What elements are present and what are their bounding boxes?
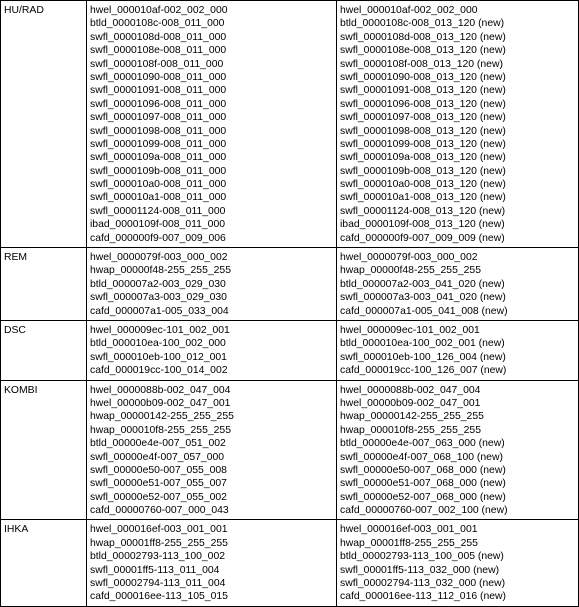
- old-version-entry: hwap_00001ff8-255_255_255: [90, 537, 228, 549]
- new-version-entry: cafd_000000f9-007_009_009 (new): [340, 232, 505, 244]
- old-version-entry: swfl_00001099-008_011_000: [90, 138, 227, 150]
- new-version-entry: swfl_000007a3-003_041_020 (new): [340, 292, 506, 304]
- new-version-entry: swfl_0000108f-008_013_120 (new): [340, 58, 503, 70]
- module-label-cell: [1, 320, 87, 380]
- new-version-entry: hwel_0000079f-003_000_002: [340, 252, 478, 264]
- old-version-entry: hwap_00000142-255_255_255: [90, 411, 234, 423]
- module-label: KOMBI: [4, 384, 38, 396]
- old-version-entry: hwel_00000b09-002_047_001: [90, 397, 231, 409]
- old-version-entry: hwap_00000f48-255_255_255: [90, 265, 231, 277]
- new-version-entry: hwap_00000142-255_255_255: [340, 411, 484, 423]
- old-version-entry: hwel_0000088b-002_047_004: [90, 384, 231, 396]
- table-body: [1, 1, 579, 607]
- module-label: DSC: [4, 324, 26, 336]
- module-label: IHKA: [4, 524, 29, 536]
- old-version-entry: hwel_000010af-002_002_000: [90, 5, 228, 16]
- old-version-entry: cafd_000000f9-007_009_006: [90, 232, 226, 244]
- new-version-entry: swfl_00001097-008_013_120 (new): [340, 112, 506, 124]
- old-version-cell: [87, 320, 337, 380]
- new-version-entry: hwel_00000b09-002_047_001: [340, 397, 481, 409]
- old-version-entry: swfl_00000e50-007_055_008: [90, 464, 227, 476]
- old-version-entry: hwel_0000079f-003_000_002: [90, 252, 228, 264]
- old-version-entry: swfl_000010eb-100_012_001: [90, 351, 227, 363]
- new-version-cell: [337, 1, 579, 248]
- new-version-entry: swfl_00001124-008_013_120 (new): [340, 205, 506, 217]
- new-version-entry: hwap_00001ff8-255_255_255: [340, 537, 478, 549]
- new-version-entry: swfl_00001091-008_013_120 (new): [340, 85, 506, 97]
- old-version-entry: swfl_0000108f-008_011_000: [90, 58, 224, 70]
- new-version-entry: cafd_000007a1-005_041_008 (new): [340, 305, 508, 317]
- new-version-entry: hwel_000009ec-101_002_001: [340, 324, 480, 336]
- table-row: [1, 248, 579, 321]
- new-version-entry: swfl_0000109b-008_013_120 (new): [340, 165, 506, 177]
- old-version-entry: btld_000007a2-003_029_030: [90, 278, 226, 290]
- new-version-cell: [337, 248, 579, 321]
- old-version-entry: swfl_00001090-008_011_000: [90, 71, 227, 83]
- table-row: [1, 520, 579, 606]
- new-version-entry: btld_00002793-113_100_005 (new): [340, 551, 504, 563]
- new-version-entry: swfl_00001096-008_013_120 (new): [340, 98, 506, 110]
- old-version-entry: swfl_00001091-008_011_000: [90, 85, 227, 97]
- module-label-cell: [1, 380, 87, 520]
- new-version-entry: swfl_00000e4f-007_068_100 (new): [340, 451, 503, 463]
- new-version-entry: swfl_00001090-008_013_120 (new): [340, 71, 506, 83]
- old-version-entry: swfl_000007a3-003_029_030: [90, 292, 227, 304]
- old-version-entry: btld_000010ea-100_002_000: [90, 338, 226, 350]
- module-label-cell: [1, 1, 87, 248]
- old-version-entry: swfl_0000109a-008_011_000: [90, 152, 227, 164]
- new-version-cell: [337, 320, 579, 380]
- new-version-entry: hwap_00000f48-255_255_255: [340, 265, 481, 277]
- new-version-entry: swfl_00000e52-007_068_000 (new): [340, 491, 506, 503]
- new-version-entry: swfl_000010eb-100_126_004 (new): [340, 351, 506, 363]
- old-version-cell: [87, 380, 337, 520]
- old-version-entry: ibad_0000109f-008_011_000: [90, 219, 226, 231]
- new-version-entry: swfl_00001099-008_013_120 (new): [340, 138, 506, 150]
- new-version-entry: swfl_00001ff5-113_032_000 (new): [340, 564, 500, 576]
- old-version-entry: swfl_0000108e-008_011_000: [90, 45, 227, 57]
- new-version-entry: swfl_0000109a-008_013_120 (new): [340, 152, 506, 164]
- old-version-entry: swfl_00000e4f-007_057_000: [90, 451, 225, 463]
- new-version-entry: hwap_000010f8-255_255_255: [340, 424, 481, 436]
- new-version-entry: swfl_00000e51-007_068_000 (new): [340, 478, 506, 490]
- old-version-entry: btld_00002793-113_100_002: [90, 551, 226, 563]
- new-version-entry: ibad_0000109f-008_013_120 (new): [340, 219, 505, 231]
- new-version-entry: swfl_00001098-008_013_120 (new): [340, 125, 506, 137]
- old-version-entry: cafd_00000760-007_000_043: [90, 505, 229, 517]
- new-version-entry: btld_0000108c-008_013_120 (new): [340, 18, 505, 30]
- new-version-entry: swfl_00002794-113_032_000 (new): [340, 578, 506, 590]
- new-version-entry: hwel_000010af-002_002_000: [340, 5, 478, 16]
- old-version-entry: btld_0000108c-008_011_000: [90, 18, 225, 30]
- old-version-cell: [87, 248, 337, 321]
- module-label-cell: [1, 520, 87, 606]
- old-version-entry: swfl_00001096-008_011_000: [90, 98, 227, 110]
- table-row: [1, 380, 579, 520]
- module-label: REM: [4, 252, 28, 264]
- old-version-entry: swfl_00001124-008_011_000: [90, 205, 226, 217]
- module-label-cell: [1, 248, 87, 321]
- new-version-entry: btld_00000e4e-007_063_000 (new): [340, 438, 505, 450]
- old-version-entry: cafd_000016ee-113_105_015: [90, 591, 228, 603]
- old-version-cell: [87, 520, 337, 606]
- old-version-entry: cafd_000019cc-100_014_002: [90, 365, 228, 377]
- new-version-entry: cafd_000016ee-113_112_016 (new): [340, 591, 507, 603]
- new-version-entry: swfl_00000e50-007_068_000 (new): [340, 464, 506, 476]
- table-row: [1, 320, 579, 380]
- new-version-entry: cafd_000019cc-100_126_007 (new): [340, 365, 507, 377]
- new-version-cell: [337, 520, 579, 606]
- old-version-entry: cafd_000007a1-005_033_004: [90, 305, 229, 317]
- new-version-entry: swfl_000010a0-008_013_120 (new): [340, 179, 506, 191]
- old-version-entry: swfl_000010a1-008_011_000: [90, 192, 227, 204]
- old-version-entry: hwap_000010f8-255_255_255: [90, 424, 231, 436]
- new-version-entry: swfl_0000108e-008_013_120 (new): [340, 45, 506, 57]
- new-version-cell: [337, 380, 579, 520]
- new-version-entry: cafd_00000760-007_002_100 (new): [340, 505, 508, 517]
- new-version-entry: btld_000010ea-100_002_001 (new): [340, 338, 505, 350]
- new-version-entry: swfl_000010a1-008_013_120 (new): [340, 192, 506, 204]
- old-version-entry: swfl_00002794-113_011_004: [90, 578, 226, 590]
- table-row: [1, 1, 579, 248]
- old-version-cell: [87, 1, 337, 248]
- old-version-entry: swfl_00000e51-007_055_007: [90, 478, 227, 490]
- old-version-entry: swfl_0000108d-008_011_000: [90, 31, 227, 43]
- old-version-entry: swfl_000010a0-008_011_000: [90, 179, 227, 191]
- new-version-entry: swfl_0000108d-008_013_120 (new): [340, 31, 506, 43]
- old-version-entry: swfl_00000e52-007_055_002: [90, 491, 227, 503]
- new-version-entry: hwel_000016ef-003_001_001: [340, 524, 478, 536]
- old-version-entry: hwel_000009ec-101_002_001: [90, 324, 230, 336]
- old-version-entry: swfl_0000109b-008_011_000: [90, 165, 227, 177]
- old-version-entry: swfl_00001097-008_011_000: [90, 112, 227, 124]
- module-label: HU/RAD: [4, 5, 44, 16]
- old-version-entry: swfl_00001098-008_011_000: [90, 125, 227, 137]
- old-version-entry: swfl_00001ff5-113_011_004: [90, 564, 220, 576]
- new-version-entry: hwel_0000088b-002_047_004: [340, 384, 481, 396]
- old-version-entry: btld_00000e4e-007_051_002: [90, 438, 226, 450]
- new-version-entry: btld_000007a2-003_041_020 (new): [340, 278, 505, 290]
- old-version-entry: hwel_000016ef-003_001_001: [90, 524, 228, 536]
